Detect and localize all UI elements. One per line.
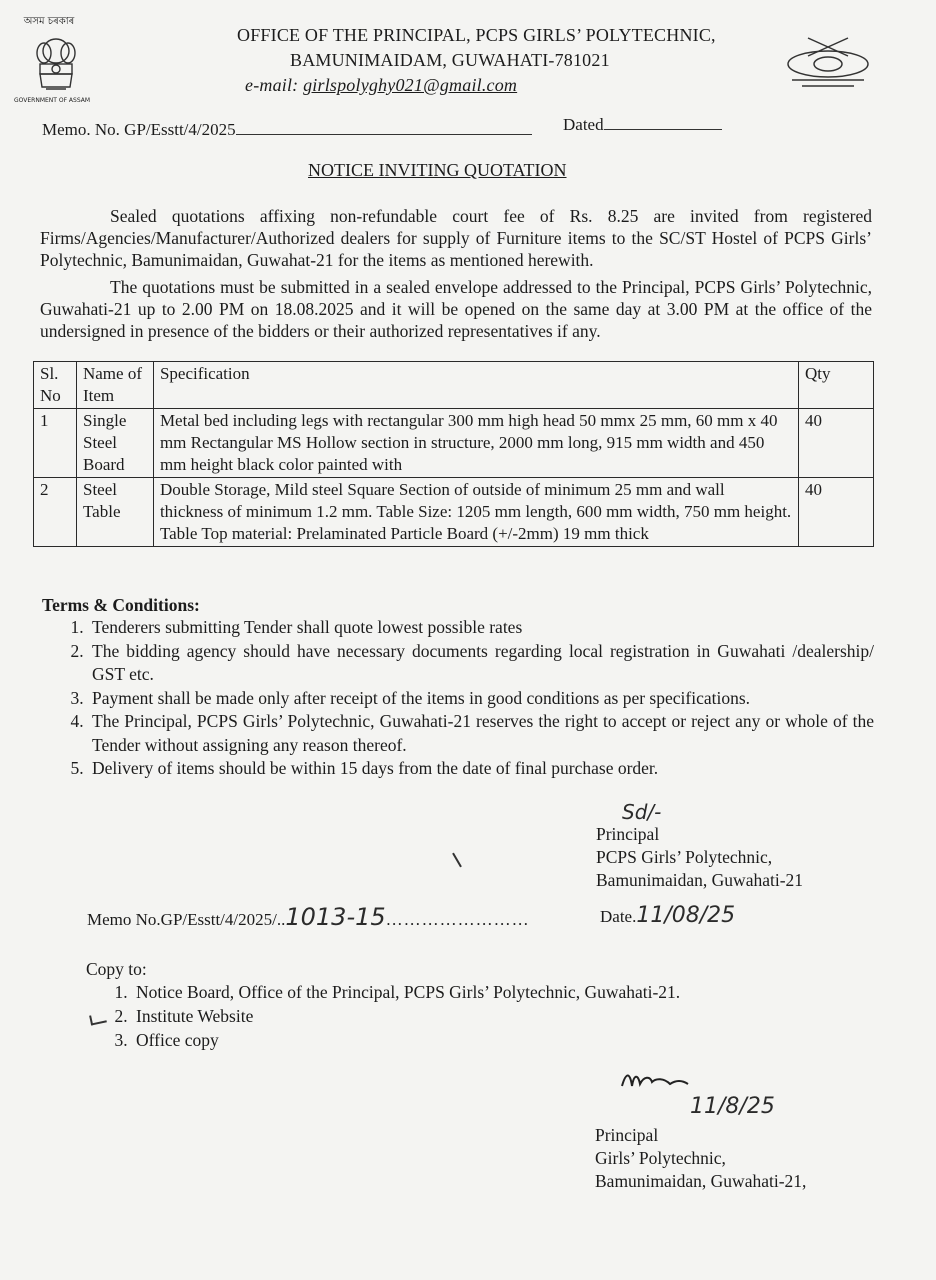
memo2-line [87,903,530,931]
memo2-date-value: 11/08/25 [636,903,736,928]
memo-number: Memo. No. GP/Esstt/4/2025 [42,120,236,139]
paragraph-2: The quotations must be submitted in a sealed envelope addressed to the Principal, PCPS Girls’ Polytechnic, Guwahati-21 up to 2.00 PM on 18.08.2025 and it will be opened on the same day at 3.00 PM at the office of the undersigned in presence of the bidders or their authorized representatives if any. [40,277,872,341]
email-label: e-mail: [245,75,299,95]
list-item: 3. Payment shall be made only after receipt of the items in good conditions as per specifications. [88,687,874,711]
stray-mark [452,853,462,868]
terms-list [42,616,874,781]
list-item: 2. Institute Website [132,1004,846,1028]
signatory-institute: Girls’ Polytechnic, [595,1148,726,1168]
dated-line [563,115,722,135]
memo2-date [600,903,735,928]
items-table [33,361,874,547]
college-logo [782,34,874,94]
email-line [245,75,517,96]
list-item: 4. The Principal, PCPS Girls’ Polytechnic, Guwahati-21 reserves the right to accept or reject any or whole of the Tender without assigning any reason thereof. [88,710,874,757]
memo2-date-label: Date. [600,907,637,926]
table-header-row [34,362,874,409]
list-item: 1. Notice Board, Office of the Principal, PCPS Girls’ Polytechnic, Guwahati-21. [132,980,846,1004]
header-item-name: Name of Item [76,362,153,409]
notice-title: NOTICE INVITING QUOTATION [308,160,567,180]
cell-item-name: Steel Table [76,478,153,547]
signatory-title: Principal [596,824,660,844]
dated-label: Dated [563,115,604,134]
cell-sl: 2 [34,478,77,547]
government-emblem [10,14,102,110]
cell-qty: 40 [799,409,874,478]
terms-section [42,595,874,781]
handwritten-date: 11/8/25 [690,1094,775,1119]
office-title-line1: OFFICE OF THE PRINCIPAL, PCPS GIRLS’ POLYTECHNIC, [237,25,716,45]
copy-list [86,980,846,1052]
dated-blank [604,129,722,130]
terms-heading: Terms & Conditions: [42,595,200,615]
table-row [34,478,874,547]
college-crest-icon [782,34,874,94]
memo2-dots: …………………… [385,910,530,929]
memo2-number: 1013-15 [285,903,386,931]
list-item: 1. Tenderers submitting Tender shall quote lowest possible rates [88,616,874,640]
signatory-institute: PCPS Girls’ Polytechnic, [596,847,773,867]
sd-mark: Sd/- [622,800,662,824]
signatory-address: Bamunimaidan, Guwahati-21 [596,870,804,890]
table-row [34,409,874,478]
ashoka-lion-icon [10,31,102,97]
cell-specification: Double Storage, Mild steel Square Section of outside of minimum 25 mm and wall thickness of minimum 1.2 mm. Table Size: 1205 mm length, 600 mm width, 750 mm height. Table Top material: Prelaminated Particle Board (+/-2mm) 19 mm thick [153,478,798,547]
memo-blank [236,134,532,135]
cell-specification: Metal bed including legs with rectangular 300 mm high head 50 mmx 25 mm, 60 mm x 40 mm Rectangular MS Hollow section in structure, 2000 mm long, 915 mm width and 450 mm height black color painted with [153,409,798,478]
header-sl-no: Sl. No [34,362,77,409]
list-item: 3. Office copy [132,1028,846,1052]
copy-heading: Copy to: [86,959,147,979]
signatory-title: Principal [595,1125,659,1145]
emblem-caption: GOVERNMENT OF ASSAM [14,97,91,104]
cell-qty: 40 [799,478,874,547]
header-qty: Qty [799,362,874,409]
paragraph-1: Sealed quotations affixing non-refundable court fee of Rs. 8.25 are invited from registered Firms/Agencies/Manufacturer/Authorized dealers for supply of Furniture items to the SC/ST Hostel of PCPS Girls’ Polytechnic, Bamunimaidan, Guwahat-21 for the items as mentioned herewith. [40,206,872,270]
email-link[interactable]: girlspolyghy021@gmail.com [303,75,518,95]
memo2-label: Memo No.GP/Esstt/4/2025/.. [87,910,286,929]
signature-block-2 [595,1124,806,1193]
copy-section [86,959,846,1052]
list-item: 5. Delivery of items should be within 15 days from the date of final purchase order. [88,757,874,781]
cell-sl: 1 [34,409,77,478]
cell-item-name: Single Steel Board [76,409,153,478]
signatory-address: Bamunimaidan, Guwahati-21, [595,1171,807,1191]
handwritten-signature [620,1066,690,1094]
emblem-top-text: অসম চৰকাৰ [23,16,75,27]
header-specification: Specification [153,362,798,409]
signature-block-1 [596,823,803,892]
office-title-line2: BAMUNIMAIDAM, GUWAHATI-781021 [290,50,610,70]
list-item: 2. The bidding agency should have necessary documents regarding local registration in Guwahati /dealership/ GST etc. [88,640,874,687]
memo-line [42,120,532,140]
